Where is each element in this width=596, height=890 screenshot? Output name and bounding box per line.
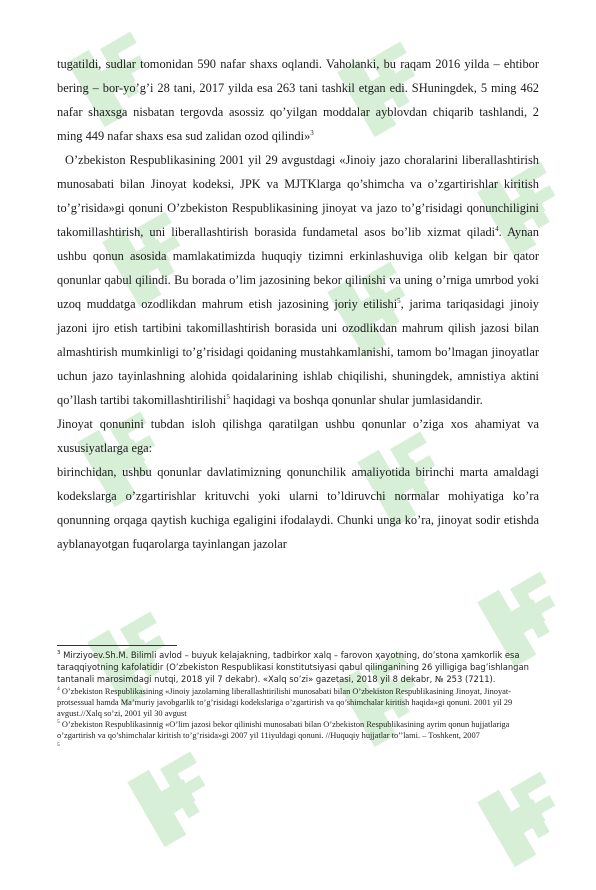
footnote-number: 5 xyxy=(57,741,60,748)
footnote-number: 5 xyxy=(57,719,60,726)
paragraph xyxy=(57,52,539,148)
footnote-ref: 4 xyxy=(495,224,499,233)
footnote xyxy=(57,742,539,753)
footnotes-section xyxy=(57,645,539,753)
footnote xyxy=(57,649,539,686)
watermark-stamp-icon xyxy=(450,740,596,890)
paragraph xyxy=(57,412,539,460)
document-page xyxy=(57,52,539,556)
footnote-number: 4 xyxy=(57,685,60,692)
body-text xyxy=(57,52,539,556)
footnote-ref: 3 xyxy=(310,128,314,137)
footnote-ref: 5 xyxy=(226,392,230,401)
paragraph-text: tugatildi, sudlar tomonidan 590 nafar shaxs oqlandi. Vaholanki, bu raqam 2016 yilda – ehtibor bering – bor-yo’g’i 28 tani, 2017 yilda esa 263 tani tashkil etgan edi. SHuningdek, 5 ming 462 nafar shaxsga nisbatan tergovda asossiz qo’yilgan moddalar ayblovdan chiqarib tashlandi, 2 ming 449 nafar shaxs esa sud zalidan ozod qilindi» xyxy=(57,57,539,143)
paragraph-text: . Aynan ushbu qonun asosida mamlakatimizda huquqiy tizimni erkinlashuviga olib kelgan bir qator qonunlar qabul qilindi. Bu borada o’lim jazosining bekor qilinishi va uning o’rniga umrbod yoki uzoq muddatga ozodlikdan mahrum etish jazosining joriy etilishi xyxy=(57,225,539,311)
footnote-text: O’zbekiston Respublikasining «Jinoiy jazolarning liberallashtirilishi munosabati bilan O’zbekiston Respublikasining Jinoyat, Jinoyat-protsessual hamda Ma’muriy javobgarlik to’g’risidagi kodekslariga o’zgartirish va qo’shimchalar kiritish haqida»gi qonuni. 2001 yil 29 avgust.//Xalq so’zi, 2001 yil 30 avgust xyxy=(57,686,513,719)
footnote-list xyxy=(57,649,539,753)
footnote-separator xyxy=(57,645,177,646)
footnote-text: Mirziyoev.Sh.M. Bilimli avlod – buyuk kelajakning, tadbirkor xalq – farovon ҳayotning, do’stona ҳamkorlik esa taraqqiyotning kafolatidir (O’zbekiston Respublikasi konstitutsiyasi qabul qilinganining 26 yilligiga bag’ishlangan tantanali marosimdagi nutqi, 2018 yil 7 dekabr). «Xalq so’zi» gazetasi, 2018 yil 8 dekabr, № 253 (7211). xyxy=(57,650,529,685)
footnote-text: O’zbekiston Respublikasinnig «O’lim jazosi bekor qilinishi munosabati bilan O’zbekiston Respublikasining ayrim qonun hujjatlariga o’zgartirish va qo’shimchalar kiritish to’g’risida»gi 2007 yil 11iyuldagi qonuni. //Huquqiy hujjatlar to’’lami. – Toshkent, 2007 xyxy=(57,720,510,741)
paragraph-text: O’zbekiston Respublikasining 2001 yil 29 avgustdagi «Jinoiy jazo choralarini liberallashtirish munosabati bilan Jinoyat kodeksi, JPK va MJTKlarga qo’shimcha va o’zgartirishlar kiritish to’g’risida»gi qonuni O’zbekiston Respublikasining jinoyat va jazo to’g’risidagi qonunchiligini takomillashtirish, uni liberallashtirish borasida fundametal asos bo’lib xizmat qiladi xyxy=(57,153,539,239)
paragraph-text: birinchidan, ushbu qonunlar davlatimizning qonunchilik amaliyotida birinchi marta amaldagi kodekslarga o’zgartirishlar krituvchi yoki ularni to’ldiruvchi normalar mohiyatiga ko’ra qonunning orqaga qaytish kuchiga egaligini ifodalaydi. Chunki unga ko’ra, jinoyat sodir etishda ayblanayotgan fuqarolarga tayinlangan jazolar xyxy=(57,465,539,551)
paragraph-text: Jinoyat qonunini tubdan isloh qilishga qaratilgan ushbu qonunlar o’ziga xos ahamiyat va xususiyatlarga ega: xyxy=(57,417,539,455)
paragraph-text: haqidagi va boshqa qonunlar shular jumlasidandir. xyxy=(229,393,483,407)
paragraph-text: , jarima tariqasidagi jinoiy jazoni ijro etish tartibini takomillashtirish borasida uni ozodlikdan mahrum qilish jazosi bilan almashtirish mumkinligi to’g’risidagi qoidaning mustahkamlanishi, tamom bo’lmagan jinoyatlar uchun jazo tayinlashning alohida qoidalarining ishlab chiqilishi, shuningdek, amnistiya aktini qo’llash tartibi takomillashtirilishi xyxy=(57,297,539,407)
footnote xyxy=(57,686,539,720)
footnote-ref: 5 xyxy=(397,296,401,305)
footnote-number: 3 xyxy=(57,650,61,657)
footnote xyxy=(57,719,539,741)
paragraph xyxy=(57,460,539,556)
paragraph xyxy=(57,148,539,412)
